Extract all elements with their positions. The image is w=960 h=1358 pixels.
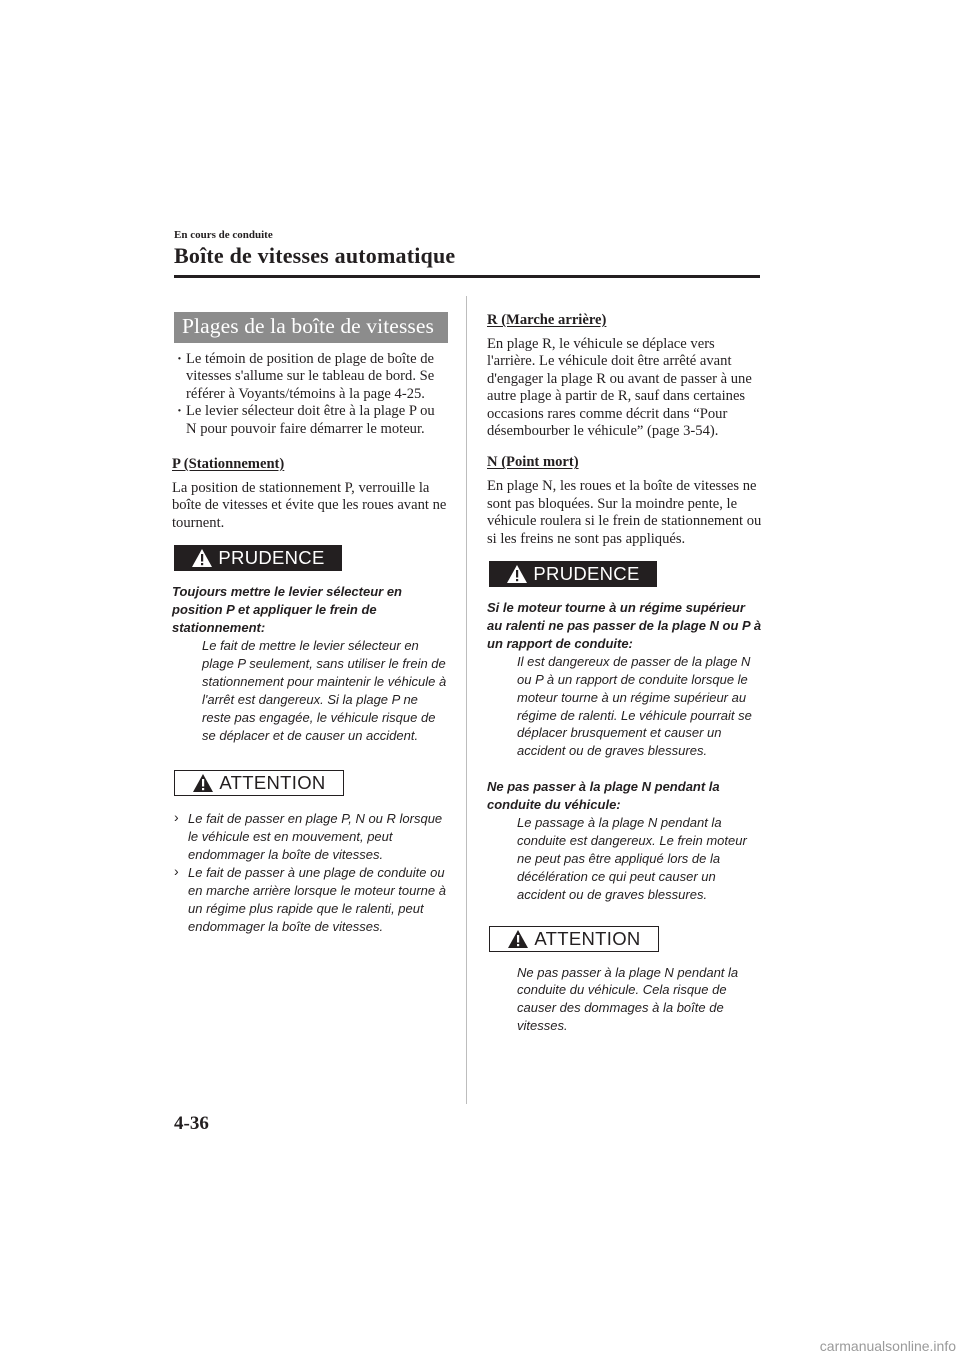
p-description: La position de stationnement P, verrouille la boîte de vitesses et évite que les roues avant ne tournent. [172,480,447,531]
p-heading: P (Stationnement) [172,456,285,473]
attention-item: › Le fait de passer en plage P, N ou R lorsque le véhicule est en mouvement, peut endommager la boîte de vitesses. [172,810,448,864]
prudence-label-box [489,561,657,587]
section-label: En cours de conduite [174,229,273,241]
header-rule [174,275,760,278]
bullet-item: · Le témoin de position de plage de boîte de vitesses s'allume sur le tableau de bord. Se référer à Voyants/témoins à la page 4-25. [172,351,448,403]
prudence-label: PRUDENCE [218,547,325,569]
r-heading: R (Marche arrière) [487,312,607,328]
n-heading: N (Point mort) [487,454,579,471]
attention-label: ATTENTION [219,772,326,794]
prudence-body: Le passage à la plage N pendant la conduite est dangereux. Le frein moteur ne peut pas être appliqué lors de la décélération ce qui peut causer un accident ou de graves blessures. [517,815,747,902]
prudence-heading: Toujours mettre le levier sélecteur en position P et appliquer le frein de stationnement: [172,584,402,636]
left-column [172,312,448,936]
n-description: En plage N, les roues et la boîte de vitesses ne sont pas bloquées. Sur la moindre pente, le véhicule roulera si le frein de stationnement ou si les freins ne sont pas appliqués. [487,478,762,547]
warning-triangle-icon [507,929,529,949]
warning-triangle-icon [192,773,214,793]
right-column [487,312,763,1035]
warning-triangle-icon [191,548,213,568]
prudence-body: Le fait de mettre le levier sélecteur en plage P seulement, sans utiliser le frein de stationnement pour maintenir le véhicule à l'arrêt est dangereux. Si la plage P ne reste pas engagée, le véhicule risque de se déplacer et de causer un accident. [202,637,447,743]
attention-label: ATTENTION [534,927,641,949]
intro-bullet-list [172,351,448,438]
page-title: Boîte de vitesses automatique [174,243,456,268]
prudence-label-box [174,545,342,571]
bullet-item: · Le levier sélecteur doit être à la plage P ou N pour pouvoir faire démarrer le moteur. [172,403,448,438]
attention-item: › Le fait de passer à une plage de conduite ou en marche arrière lorsque le moteur tourne à un régime plus rapide que le ralenti, peut endommager la boîte de vitesses. [172,864,448,936]
prudence-heading: Ne pas passer à la plage N pendant la conduite du véhicule: [487,779,720,813]
column-divider [466,296,467,1104]
attention-label-box [489,926,659,952]
r-description: En plage R, le véhicule se déplace vers l'arrière. Le véhicule doit être arrêté avant d'engager la plage R ou avant de passer à une autre plage à partir de R, sauf dans certaines occasions rares comme décrit dans “Pour désembourber le véhicule” (page 3-54). [487,336,752,440]
warning-triangle-icon [506,564,528,584]
attention-body: Ne pas passer à la plage N pendant la conduite du véhicule. Cela risque de causer des dommages à la boîte de vitesses. [517,964,739,1034]
prudence-label: PRUDENCE [533,563,640,585]
page-number: 4-36 [174,1113,209,1134]
watermark: carmanualsonline.info [819,1338,956,1354]
attention-list [172,810,448,935]
section-banner: Plages de la boîte de vitesses [174,312,448,343]
attention-label-box [174,770,344,796]
prudence-body: Il est dangereux de passer de la plage N ou P à un rapport de conduite lorsque le moteur tourne à un régime supérieur au régime de ralenti. Le véhicule pourrait se déplacer brusquement et causer un accident ou de graves blessures. [517,653,752,759]
prudence-heading: Si le moteur tourne à un régime supérieur au ralenti ne pas passer de la plage N ou P à un rapport de conduite: [487,600,762,651]
